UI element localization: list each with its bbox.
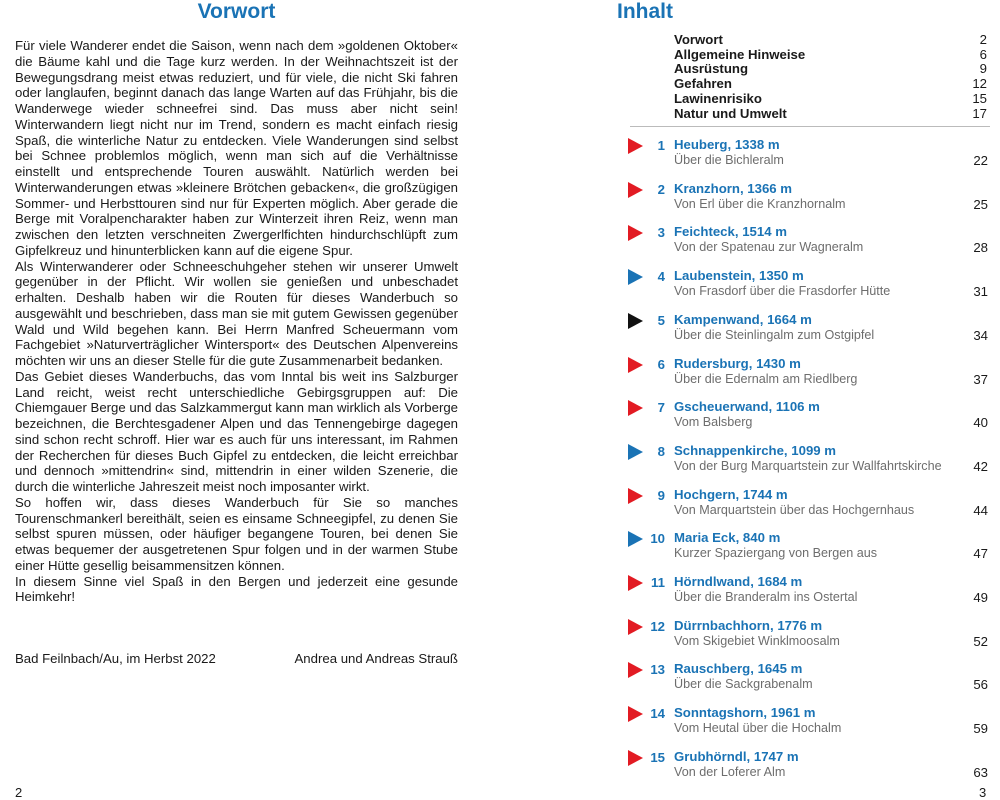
tour-name: Sonntagshorn, [674, 705, 768, 721]
tour-title [674, 224, 787, 239]
tour-description: Von Erl über die Kranzhornalm [674, 196, 846, 211]
tour-description: Von der Spatenau zur Wagneralm [674, 240, 864, 255]
tour-description: Von der Burg Marquartstein zur Wallfahrtskirche [674, 458, 942, 473]
place-date: Bad Feilnbach/Au, im Herbst 2022 [15, 651, 216, 666]
triangle-marker-icon [628, 182, 643, 198]
tour-title [674, 137, 780, 152]
triangle-marker-icon [628, 706, 643, 722]
paragraph: Als Winterwanderer oder Schneeschuhgeher stehen wir unserer Umwelt gegenüber in der Pflicht. Wir wollen sie genießen und unbeschadet erhalten. Deshalb haben wir die Routen für dieses Wanderbuch so ausgewählt und beschrieben, dass man sie mit gutem Gewissen gegenüber Wald und Wild begehen kann. Bei Herrn Manfred Scheuermann vom Fachgebiet »Naturverträglicher Wintersport« des Deutschen Alpenvereins möchten wir uns an dieser Stelle für die gute Zusammenarbeit bedanken. [15, 258, 458, 368]
tour-entry[interactable] [628, 704, 988, 736]
tour-page: 49 [973, 590, 988, 605]
page-number: 2 [15, 785, 23, 800]
triangle-marker-icon [628, 313, 643, 329]
tour-name: Schnappenkirche, [674, 442, 788, 458]
tour-number: 14 [650, 706, 665, 722]
tour-altitude: 1961 m [770, 705, 816, 721]
tour-page: 44 [973, 502, 988, 518]
tour-altitude: 1664 m [767, 311, 812, 327]
toc-entry-page: 17 [972, 105, 987, 121]
triangle-marker-icon [628, 269, 643, 285]
tour-entry[interactable] [628, 355, 988, 387]
page-number: 3 [979, 785, 987, 800]
tour-name: Laubenstein, [674, 268, 756, 284]
paragraph: In diesem Sinne viel Spaß in den Bergen und jederzeit eine gesunde Heimkehr! [15, 573, 458, 605]
tour-altitude: 1099 m [791, 442, 837, 458]
tour-title [674, 268, 804, 283]
tour-entry[interactable] [628, 442, 988, 474]
tour-name: Feichteck, [674, 224, 739, 240]
toc-entry-page: 9 [979, 61, 987, 77]
tour-number: 4 [657, 269, 665, 285]
foreword-text [15, 38, 458, 605]
tour-page: 31 [973, 284, 988, 300]
tour-number: 15 [650, 749, 665, 765]
authors: Andrea und Andreas Strauß [294, 651, 458, 666]
tour-name: Gscheuerwand, [674, 399, 773, 415]
tour-altitude: 1430 m [756, 355, 801, 371]
tour-description: Über die Steinlingalm zum Ostgipfel [674, 327, 875, 342]
tour-description: Kurzer Spaziergang von Bergen aus [674, 546, 878, 561]
tour-page: 40 [973, 415, 988, 431]
toc-entry-title: Natur und Umwelt [674, 105, 787, 121]
toc-entry-page: 15 [972, 90, 987, 106]
paragraph: So hoffen wir, dass dieses Wanderbuch für Sie so manches Tourenschmankerl bereithält, seien es einsame Schneegipfel, zu denen Sie selbst spuren müssen, oder häufiger begangene Touren, bei denen Sie etwas bequemer der ausgetretenen Spur folgen und in der warmen Stube einer Hütte gesellig beisammensitzen können. [15, 494, 458, 573]
tour-altitude: 1350 m [759, 268, 804, 284]
paragraph: Das Gebiet dieses Wanderbuchs, das vom Inntal bis weit ins Salzburger Land reicht, weist recht unterschiedliche Gebirgsgruppen auf: Die Chiemgauer Berge und das Salzkammergut kann man wirklich als Vorberge bezeichnen, die Berchtesgadener Alpen und das Tennengebirge dagegen sind schon recht schroff. Hier war es auch für uns interessant, im Rahmen der Recherchen für dieses Buch Gipfel zu entdecken, die leicht erreichbar und dennoch »mittendrin« sind, mittendrin in einer wilden Szenerie, die durch die winterliche Jahreszeit meist noch imposanter wirkt. [15, 368, 458, 494]
paragraph: Für viele Wanderer endet die Saison, wenn nach dem »goldenen Oktober« die Bäume kahl und die Tage kurz werden. In der Weihnachtszeit ist der Bewegungsdrang meist etwas reduziert, und für viele, die nicht Ski fahren oder langlaufen, beginnt danach das lange Warten auf das Frühjahr, bis die Wanderwege wieder schneefrei sind. Das muss aber nicht sein! Winterwandern liegt nicht nur im Trend, sondern es macht einfach riesig Spaß, die winterliche Natur zu entdecken. Viele Wanderungen sind selbst bei Schnee problemlos möglich, wenn man sich auf die Verhältnisse einstellt und entsprechende Touren auswählt. Natürlich werden bei Winterwanderungen etwas »kleinere Brötchen gebacken«, die großzügigen Sommer- und Herbsttouren sind nur für Experten möglich. Aber gerade die Berge mit Voralpencharakter haben zur Winterzeit ihren Reiz, wenn man zwischen den letzten verschneiten Zwergerlfichten hindurchschlüpft zum Gipfelkreuz und hinunterblicken kann auf die eigene Spur. [15, 38, 458, 258]
tour-entry[interactable] [628, 311, 988, 343]
triangle-marker-icon [628, 750, 643, 766]
tour-entry[interactable] [628, 573, 988, 605]
tour-number: 1 [657, 138, 665, 153]
right-page [500, 0, 1000, 800]
tour-description: Über die Sackgrabenalm [674, 677, 813, 692]
tour-entry[interactable] [628, 748, 988, 780]
tour-page: 22 [973, 153, 988, 168]
front-matter-list [674, 33, 987, 121]
triangle-marker-icon [628, 444, 643, 460]
tour-title [674, 574, 802, 589]
tour-name: Hörndlwand, [674, 574, 754, 589]
toc-entry-title: Vorwort [674, 32, 723, 47]
triangle-marker-icon [628, 531, 643, 547]
tour-name: Maria Eck, [674, 530, 740, 546]
tour-entry[interactable] [628, 529, 988, 561]
tour-page: 52 [973, 633, 988, 649]
tour-altitude: 1338 m [734, 137, 780, 152]
toc-entry[interactable] [674, 33, 987, 48]
tour-entry[interactable] [628, 486, 988, 518]
tour-title [674, 618, 822, 633]
tour-number: 9 [657, 487, 665, 503]
toc-entry[interactable] [674, 107, 987, 122]
tour-name: Kampenwand, [674, 311, 764, 327]
triangle-marker-icon [628, 662, 643, 678]
triangle-marker-icon [628, 138, 643, 154]
tour-number: 8 [657, 443, 665, 459]
page-title-inhalt: Inhalt [617, 0, 673, 23]
tour-entry[interactable] [628, 136, 988, 168]
tour-title [674, 181, 792, 196]
tour-title [674, 530, 780, 545]
tour-page: 37 [973, 371, 988, 387]
tour-page: 56 [973, 677, 988, 693]
toc-entry-page: 6 [979, 46, 987, 62]
tour-description: Vom Skigebiet Winklmoosalm [674, 633, 840, 648]
tour-description: Von Frasdorf über die Frasdorfer Hütte [674, 284, 891, 299]
tour-page: 47 [973, 546, 988, 562]
toc-entry-title: Lawinenrisiko [674, 90, 762, 106]
toc-entry[interactable] [674, 77, 987, 92]
tour-page: 34 [973, 327, 988, 343]
tour-name: Dürrnbachhorn, [674, 617, 774, 633]
tour-name: Hochgern, [674, 486, 740, 502]
toc-entry[interactable] [674, 92, 987, 107]
toc-entry-page: 12 [972, 76, 987, 92]
toc-entry[interactable] [674, 62, 987, 77]
tour-number: 12 [650, 618, 665, 634]
tour-entry[interactable] [628, 267, 988, 299]
tour-title [674, 356, 801, 371]
tour-title [674, 443, 836, 458]
tour-description: Vom Balsberg [674, 415, 753, 430]
toc-entry-title: Ausrüstung [674, 61, 748, 77]
toc-entry-title: Allgemeine Hinweise [674, 46, 806, 62]
tour-entry[interactable] [628, 180, 988, 212]
tour-number: 3 [657, 225, 665, 241]
tour-name: Kranzhorn, [674, 180, 744, 196]
tour-number: 2 [657, 181, 665, 197]
tour-name: Rauschberg, [674, 661, 754, 677]
tour-entry[interactable] [628, 223, 988, 255]
tour-altitude: 1514 m [742, 224, 787, 240]
triangle-marker-icon [628, 357, 643, 373]
tour-number: 10 [650, 531, 665, 547]
tour-page: 59 [973, 721, 988, 737]
tour-name: Heuberg, [674, 137, 732, 152]
triangle-marker-icon [628, 400, 643, 416]
tour-title [674, 487, 788, 502]
tour-title [674, 705, 815, 720]
tour-altitude: 1684 m [757, 574, 803, 589]
tour-altitude: 1776 m [777, 617, 823, 633]
triangle-marker-icon [628, 488, 643, 504]
tour-description: Von der Loferer Alm [674, 764, 786, 779]
tour-description: Über die Branderalm ins Ostertal [674, 590, 858, 604]
tour-entry[interactable] [628, 617, 988, 649]
tour-number: 11 [651, 575, 665, 590]
tour-number: 13 [650, 662, 665, 678]
tour-description: Über die Edernalm am Riedlberg [674, 371, 858, 386]
toc-entry[interactable] [674, 48, 987, 63]
tour-description: Vom Heutal über die Hochalm [674, 721, 842, 736]
tour-description: Über die Bichleralm [674, 153, 784, 167]
triangle-marker-icon [628, 575, 643, 591]
tour-number: 7 [657, 400, 665, 416]
page-title-vorwort: Vorwort [197, 0, 276, 23]
tour-number: 5 [657, 312, 665, 328]
tour-entry[interactable] [628, 398, 988, 430]
divider [630, 126, 990, 127]
tour-page: 28 [973, 240, 988, 256]
tour-altitude: 1747 m [753, 748, 799, 764]
triangle-marker-icon [628, 619, 643, 635]
tour-altitude: 1744 m [742, 486, 788, 502]
tour-title [674, 399, 820, 414]
tour-title [674, 661, 802, 676]
toc-entry-title: Gefahren [674, 76, 732, 92]
tour-altitude: 1366 m [747, 180, 793, 196]
tour-name: Grubhörndl, [674, 748, 751, 764]
triangle-marker-icon [628, 225, 643, 241]
signature-line [15, 651, 458, 666]
toc-entry-page: 2 [979, 32, 987, 47]
tour-altitude: 840 m [742, 530, 781, 546]
tour-entry[interactable] [628, 660, 988, 692]
tour-title [674, 749, 799, 764]
tour-page: 25 [973, 196, 988, 212]
tour-page: 42 [973, 458, 988, 474]
tour-title [674, 312, 812, 327]
tour-page: 63 [973, 764, 988, 780]
tour-number: 6 [657, 356, 665, 372]
tour-altitude: 1645 m [757, 661, 803, 677]
tour-name: Rudersburg, [674, 355, 753, 371]
tour-description: Von Marquartstein über das Hochgernhaus [674, 502, 915, 517]
tour-altitude: 1106 m [775, 399, 820, 415]
